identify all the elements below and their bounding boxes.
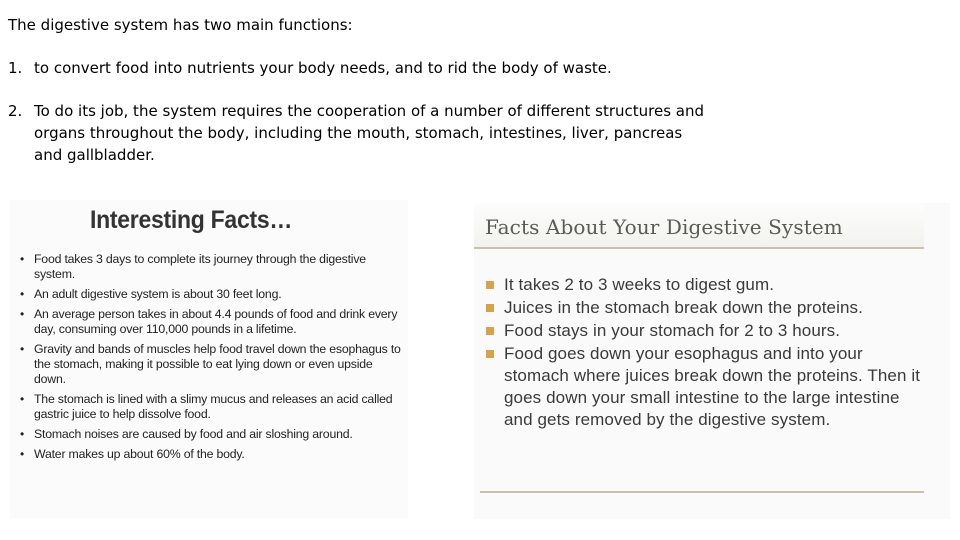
list-item: [484, 320, 924, 342]
list-item-text: Food goes down your esophagus and into your stomach where juices break down the proteins. Then it goes down your small intestine to the large intestine and gets removed by the digestive system.: [504, 344, 921, 429]
list-item-text: It takes 2 to 3 weeks to digest gum.: [504, 275, 775, 294]
list-item-text: Juices in the stomach break down the proteins.: [504, 298, 863, 317]
list-item: • An average person takes in about 4.4 pounds of food and drink every day, consuming over 110,000 pounds in a lifetime.: [18, 307, 406, 337]
list-item-text: Food stays in your stomach for 2 to 3 hours.: [504, 321, 841, 340]
square-bullet-icon: [486, 281, 494, 289]
function-number: 1.: [8, 59, 23, 77]
list-item: [484, 343, 924, 431]
list-item: [484, 297, 924, 319]
intro-text: The digestive system has two main functions:: [8, 16, 353, 34]
list-item: • The stomach is lined with a slimy mucus and releases an acid called gastric juice to help dissolve food.: [18, 392, 406, 422]
function-text: To do its job, the system requires the cooperation of a number of different structures and organs throughout the body, including the mouth, stomach, intestines, liver, pancreas and gallbladder.: [34, 102, 705, 164]
digestive-facts-title: Facts About Your Digestive System: [485, 215, 843, 239]
title-band: [474, 203, 924, 249]
digestive-facts-list: [484, 274, 924, 432]
list-item: • Gravity and bands of muscles help food travel down the esophagus to the stomach, making it possible to eat lying down or even upside down.: [18, 342, 406, 387]
square-bullet-icon: [486, 327, 494, 335]
list-item: • Water makes up about 60% of the body.: [18, 447, 406, 462]
square-bullet-icon: [486, 350, 494, 358]
square-bullet-icon: [486, 304, 494, 312]
function-item-2: [8, 100, 708, 166]
function-text: to convert food into nutrients your body needs, and to rid the body of waste.: [34, 59, 612, 77]
interesting-facts-image: [10, 200, 408, 518]
function-item-1: [8, 57, 612, 79]
list-item: • Stomach noises are caused by food and air sloshing around.: [18, 427, 406, 442]
interesting-facts-title: Interesting Facts…: [90, 206, 293, 234]
list-item: • An adult digestive system is about 30 feet long.: [18, 287, 406, 302]
interesting-facts-list: [18, 252, 406, 467]
list-item: • Food takes 3 days to complete its journey through the digestive system.: [18, 252, 406, 282]
divider: [480, 491, 924, 493]
list-item: [484, 274, 924, 296]
function-number: 2.: [8, 102, 23, 120]
digestive-facts-image: [474, 203, 950, 519]
